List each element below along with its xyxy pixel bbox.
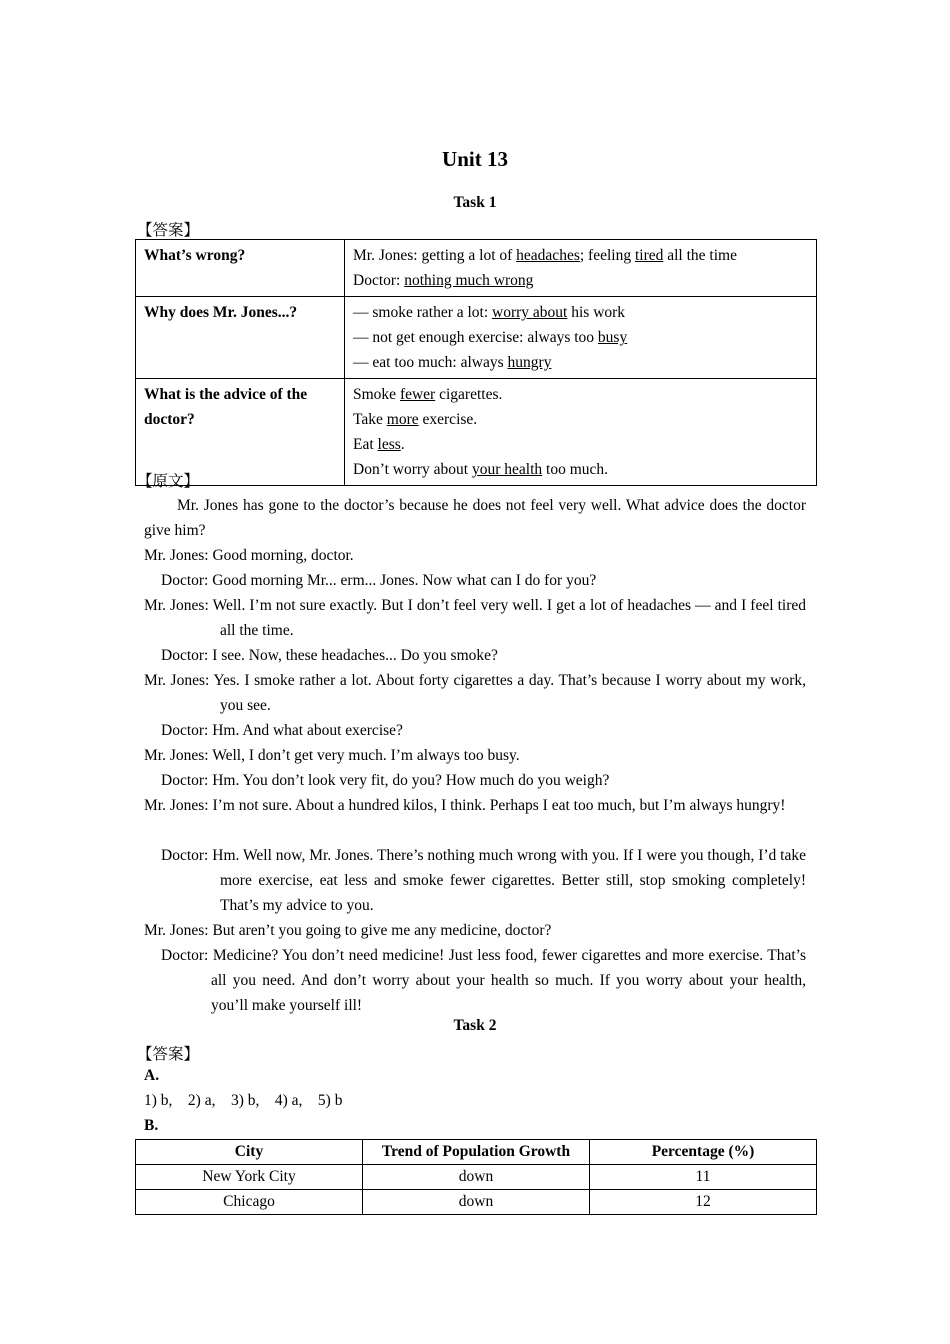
answer-text: Smoke — [353, 386, 400, 403]
answer-text: Mr. Jones: getting a lot of — [353, 247, 517, 264]
answer-line — [353, 243, 808, 268]
task2-answer-label: 【答案】 — [137, 1046, 200, 1063]
answer-line — [353, 407, 808, 432]
answer-text: his work — [567, 304, 626, 321]
answer-text: — eat too much: always — [353, 354, 508, 371]
table-row — [136, 1165, 817, 1190]
answer-text: exercise. — [418, 411, 478, 428]
dialogue-text: Hm. You don’t look very fit, do you? How much do you weigh? — [212, 772, 610, 789]
dialogue-text: But aren’t you going to give me any medicine, doctor? — [212, 922, 552, 939]
dialogue-line — [144, 793, 806, 818]
question-cell: Why does Mr. Jones...? — [136, 297, 345, 379]
answer-cell — [345, 297, 817, 379]
answer-line — [353, 300, 808, 325]
dialogue-line — [161, 718, 806, 743]
answer-text: all the time — [663, 247, 737, 264]
page-title: Unit 13 — [442, 147, 508, 171]
speaker-name: Mr. Jones: — [144, 797, 209, 814]
cell-city: Chicago — [136, 1190, 363, 1215]
cell-percentage: 11 — [590, 1165, 817, 1190]
dialogue-text: Well, I don’t get very much. I’m always too busy. — [212, 747, 520, 764]
header-trend: Trend of Population Growth — [363, 1140, 590, 1165]
answer-cell — [345, 240, 817, 297]
population-table — [135, 1139, 817, 1215]
task1-script-label: 【原文】 — [137, 473, 200, 490]
answer-key-word: less — [377, 436, 401, 453]
answer-text: too much. — [542, 461, 609, 478]
dialogue-line — [144, 668, 806, 718]
speaker-name: Doctor: — [161, 772, 209, 789]
answer-text: — not get enough exercise: always too — [353, 329, 598, 346]
speaker-name: Doctor: — [161, 947, 209, 964]
cell-trend: down — [363, 1190, 590, 1215]
dialogue-line — [161, 943, 806, 1018]
answer-text: Doctor: — [353, 272, 405, 289]
answer-key-word: more — [386, 411, 419, 428]
script-intro: Mr. Jones has gone to the doctor’s because he does not feel very well. What advice does the doctor give him? — [144, 497, 806, 539]
speaker-name: Mr. Jones: — [144, 922, 209, 939]
speaker-name: Mr. Jones: — [144, 747, 209, 764]
answer-cell — [345, 379, 817, 486]
answer-text: Take — [353, 411, 387, 428]
dialogue-text: I see. Now, these headaches... Do you smoke? — [212, 647, 498, 664]
answer-key-word: your health — [471, 461, 543, 478]
table-header-row — [136, 1140, 817, 1165]
cell-percentage: 12 — [590, 1190, 817, 1215]
table-row — [136, 240, 817, 297]
cell-trend: down — [363, 1165, 590, 1190]
dialogue-text: Good morning Mr... erm... Jones. Now what can I do for you? — [212, 572, 597, 589]
answer-line — [353, 457, 808, 482]
answer-line — [353, 432, 808, 457]
dialogue-line — [144, 918, 806, 943]
speaker-name: Mr. Jones: — [144, 597, 209, 614]
answer-line — [353, 268, 808, 293]
dialogue-text: Well. I’m not sure exactly. But I don’t feel very well. I get a lot of headaches — and I feel tired all the time. — [212, 597, 806, 639]
speaker-name: Doctor: — [161, 847, 209, 864]
answer-text: Don’t worry about — [353, 461, 472, 478]
answer-line — [353, 350, 808, 375]
answer-text: cigarettes. — [435, 386, 503, 403]
answer-text: Eat — [353, 436, 378, 453]
dialogue-text: Hm. And what about exercise? — [212, 722, 403, 739]
dialogue-line — [161, 568, 806, 593]
question-cell: What’s wrong? — [136, 240, 345, 297]
dialogue-line — [144, 593, 806, 643]
answer-text: ; feeling — [579, 247, 635, 264]
answer-text: . — [400, 436, 405, 453]
table-row — [136, 297, 817, 379]
dialogue-text: Good morning, doctor. — [212, 547, 354, 564]
speaker-name: Doctor: — [161, 647, 209, 664]
answer-key-word: hungry — [507, 354, 552, 371]
dialogue-line — [161, 768, 806, 793]
speaker-name: Mr. Jones: — [144, 672, 210, 689]
dialogue-text: I’m not sure. About a hundred kilos, I think. Perhaps I eat too much, but I’m always hungry! — [212, 797, 786, 814]
dialogue-text: Yes. I smoke rather a lot. About forty cigarettes a day. That’s because I worry about my work, you see. — [213, 672, 806, 714]
part-b-label: B. — [144, 1117, 159, 1134]
answer-key-word: fewer — [399, 386, 436, 403]
dialogue-line — [161, 643, 806, 668]
answer-line — [353, 382, 808, 407]
answer-key-word: nothing much wrong — [404, 272, 534, 289]
table-row — [136, 1190, 817, 1215]
speaker-name: Doctor: — [161, 572, 209, 589]
question-cell: What is the advice of the doctor? — [136, 379, 345, 486]
speaker-name: Doctor: — [161, 722, 209, 739]
header-percentage: Percentage (%) — [590, 1140, 817, 1165]
dialogue-line — [144, 743, 806, 768]
answer-line — [353, 325, 808, 350]
task1-heading: Task 1 — [453, 194, 497, 211]
part-a-answers: 1) b, 2) a, 3) b, 4) a, 5) b — [144, 1092, 343, 1109]
dialogue-text: Hm. Well now, Mr. Jones. There’s nothing much wrong with you. If I were you though, I’d take more exercise, eat less and smoke fewer cigarettes. Better still, stop smoking completely! That’s my advice to you. — [212, 847, 807, 914]
header-city: City — [136, 1140, 363, 1165]
answer-key-word: headaches — [516, 247, 580, 264]
answer-key-word: tired — [634, 247, 664, 264]
answer-key-word: worry about — [492, 304, 568, 321]
cell-city: New York City — [136, 1165, 363, 1190]
speaker-name: Mr. Jones: — [144, 547, 209, 564]
task1-answer-label: 【答案】 — [137, 222, 200, 239]
task1-answer-table — [135, 239, 817, 486]
dialogue-line — [161, 843, 806, 918]
answer-text: — smoke rather a lot: — [353, 304, 493, 321]
dialogue-line — [144, 543, 806, 568]
part-a-label: A. — [144, 1067, 160, 1084]
task2-heading: Task 2 — [453, 1017, 497, 1034]
dialogue-text: Medicine? You don’t need medicine! Just less food, fewer cigarettes and more exercise. That’s all you need. And don’t worry about your health so much. If you worry about your health, you’ll make yourself ill! — [211, 947, 806, 1014]
answer-key-word: busy — [597, 329, 628, 346]
table-row — [136, 379, 817, 486]
